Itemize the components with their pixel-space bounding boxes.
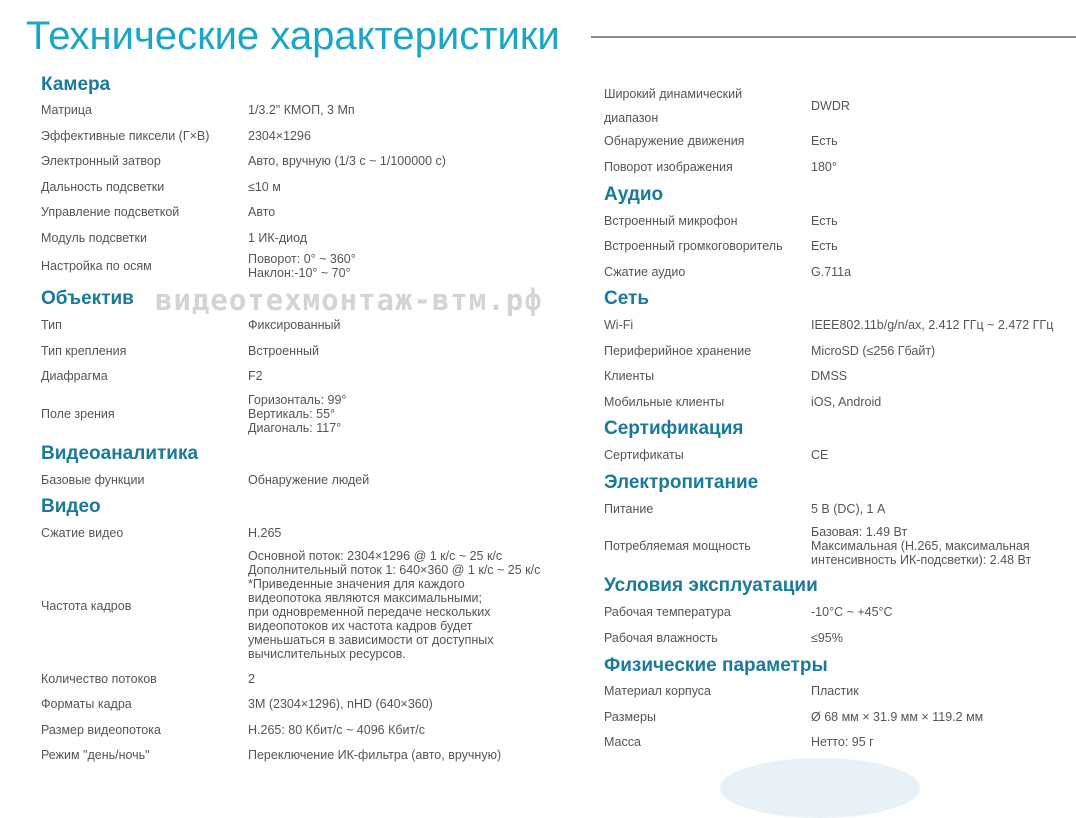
spec-value: Обнаружение людей [248,473,370,487]
spec-label: Широкий динамический диапазон [604,87,743,125]
spec-label: Размер видеопотока [41,723,161,737]
spec-label: Обнаружение движения [604,134,745,148]
spec-value: IEEE802.11b/g/n/ax, 2.412 ГГц ~ 2.472 ГГц [811,318,1054,332]
spec-label: Потребляемая мощность [604,539,751,553]
page-title: Технические характеристики [26,14,560,58]
spec-label: Сжатие аудио [604,265,686,279]
spec-value: ≤95% [811,631,843,645]
section-heading: Электропитание [604,472,759,493]
spec-value: 1/3.2" КМОП, 3 Мп [248,103,355,117]
spec-label: Диафрагма [41,369,108,383]
spec-value: H.265 [248,526,282,540]
spec-label: Частота кадров [41,599,132,613]
section-heading: Видеоаналитика [41,443,199,464]
spec-value: 5 В (DC), 1 А [811,502,886,516]
spec-label: Эффективные пиксели (Г×В) [41,129,210,143]
spec-value: -10°C ~ +45°C [811,605,893,619]
spec-label: Настройка по осям [41,259,152,273]
spec-label: Масса [604,735,641,749]
spec-value: Есть [811,134,838,148]
spec-value: Ø 68 мм × 31.9 мм × 119.2 мм [811,710,984,724]
section-heading: Объектив [41,288,134,309]
spec-value: DWDR [811,99,850,113]
spec-label: Рабочая влажность [604,631,718,645]
spec-value: Авто, вручную (1/3 с ~ 1/100000 с) [248,154,446,168]
spec-label: Тип крепления [41,344,127,358]
spec-value: Базовая: 1.49 Вт Максимальная (H.265, максимальная интенсивность ИК-подсветки): 2.48 Вт [811,525,1032,567]
spec-label: Базовые функции [41,473,145,487]
section-heading: Физические параметры [604,655,828,676]
spec-value: MicroSD (≤256 Гбайт) [811,344,936,358]
spec-label: Питание [604,502,654,516]
spec-value: Есть [811,214,838,228]
spec-label: Размеры [604,710,656,724]
spec-value: Поворот: 0° ~ 360° Наклон:-10° ~ 70° [248,252,356,280]
section-heading: Сертификация [604,418,744,439]
spec-value: Нетто: 95 г [811,735,874,749]
section-heading: Условия эксплуатации [604,575,818,596]
spec-value: H.265: 80 Кбит/с ~ 4096 Кбит/с [248,723,425,737]
spec-value: Есть [811,239,838,253]
spec-value: Встроенный [248,344,319,358]
spec-label: Матрица [41,103,93,117]
spec-value: DMSS [811,369,848,383]
spec-label: Рабочая температура [604,605,731,619]
spec-value: 180° [811,160,837,174]
spec-value: CE [811,448,829,462]
spec-value: 1 ИК-диод [248,231,308,245]
spec-label: Количество потоков [41,672,157,686]
spec-value: F2 [248,369,263,383]
spec-label: Мобильные клиенты [604,395,725,409]
spec-value: 2304×1296 [248,129,311,143]
spec-label: Встроенный микрофон [604,214,738,228]
spec-value: Основной поток: 2304×1296 @ 1 к/с ~ 25 к/с Дополнительный поток 1: 640×360 @ 1 к/с ~ 25 к/с *Приведенные значения для каждого видеопотока являются максимальными; при одновременной передаче нескольких видеопотоков их частота кадров будет уменьшаться в зависимости от доступных вычислительных ресурсов. [248,549,541,661]
spec-value: Фиксированный [248,318,341,332]
spec-label: Поле зрения [41,407,115,421]
section-heading: Видео [41,496,101,517]
background-decoration [720,758,920,818]
section-heading: Аудио [604,184,664,205]
spec-label: Тип [41,318,62,332]
spec-label: Сжатие видео [41,526,124,540]
spec-label: Клиенты [604,369,655,383]
spec-label: Материал корпуса [604,684,712,698]
spec-label: Встроенный громкоговоритель [604,239,783,253]
spec-label: Управление подсветкой [41,205,180,219]
spec-label: Дальность подсветки [41,180,165,194]
spec-label: Wi-Fi [604,318,634,332]
spec-label: Электронный затвор [41,154,161,168]
spec-value: G.711a [811,265,852,279]
spec-value: ≤10 м [248,180,281,194]
watermark: видеотехмонтаж-втм.рф [155,283,543,317]
spec-label: Режим "день/ночь" [41,748,150,762]
spec-value: Пластик [811,684,859,698]
section-heading: Сеть [604,288,650,309]
section-heading: Камера [41,74,111,95]
spec-value: 2 [248,672,255,686]
spec-value: Переключение ИК-фильтра (авто, вручную) [248,748,502,762]
spec-value: Горизонталь: 99° Вертикаль: 55° Диагональ: 117° [248,393,347,435]
spec-label: Периферийное хранение [604,344,752,358]
spec-label: Поворот изображения [604,160,733,174]
spec-value: Авто [248,205,276,219]
spec-label: Модуль подсветки [41,231,147,245]
spec-value: 3M (2304×1296), nHD (640×360) [248,697,433,711]
spec-label: Сертификаты [604,448,684,462]
spec-value: iOS, Android [811,395,882,409]
title-divider [591,36,1076,38]
spec-label: Форматы кадра [41,697,132,711]
